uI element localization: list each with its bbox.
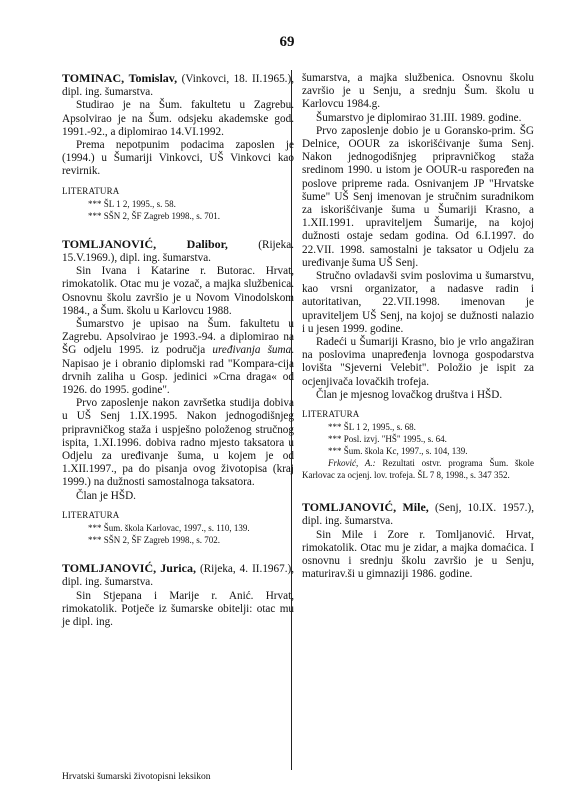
literature-heading: LITERATURA — [62, 509, 120, 520]
literature-item — [302, 457, 534, 481]
entry-paragraph: Radeći u Šumariji Krasno, bio je vrlo angažiran na poslovima unapređenja lovnoga gospodarstva lovišta "Sjeverni Velebit". Položio je ispit za ocjenjivača lovačkih trofeja. — [302, 336, 534, 388]
literature-heading: LITERATURA — [302, 409, 360, 420]
entry-heading-rest: (Rijeka, 4. II.1967.), dipl. ing. šumarstva. — [62, 563, 295, 589]
entry-paragraph: Prvo zaposlenje nakon završetka studija dobiva u UŠ Senj 1.IX.1995. Nakon jednogodišnjeg pripravničkog staža i uspješno položenog stručnog ispita, 1.XI.1996. dobiva radno mjesto taksatora u Odjelu za uređivanje šuma, u kojem je od 1.XII.1997., pa do pisanja ovog životopisa (kraj 1999.) na dužnosti samostalnoga taksatora. — [62, 397, 294, 489]
literature-item: *** Šum. škola Kc, 1997., s. 104, 139. — [328, 446, 468, 457]
literature-item: *** ŠL 1 2, 1995., s. 68. — [328, 422, 416, 433]
entry-paragraph — [62, 318, 294, 397]
literature-author: Frković, A.: — [328, 458, 376, 469]
entry-heading-rest: (Senj, 10.IX. 1957.), dipl. ing. šumarstva. — [302, 502, 534, 528]
paragraph-emphasis: uređivanja šuma — [212, 344, 292, 357]
literature-heading: LITERATURA — [62, 185, 120, 196]
entry-paragraph: Prema nepotpunim podacima zaposlen je (1994.) u Šumariji Vinkovci, UŠ Vinkovci kao revirnik. — [62, 139, 294, 178]
entry-paragraph: Član je HŠD. — [76, 489, 136, 502]
entry-paragraph: Sin Mile i Zore r. Tomljanović. Hrvat, rimokatolik. Otac mu je zidar, a majka domaćica. I osnovnu i srednju školu završio je u Senju, maturirav.ši u gimnaziji 1986. godine. — [302, 528, 534, 581]
entry-name: TOMLJANOVIĆ, Dalibor, — [62, 236, 228, 251]
entry-heading — [62, 238, 294, 265]
entry-heading — [62, 562, 294, 589]
literature-item: *** Šum. škola Karlovac, 1997., s. 110, 139. — [88, 523, 250, 534]
entry-paragraph: Šumarstvo je diplomirao 31.III. 1989. godine. — [316, 111, 522, 124]
literature-item: *** SŠN 2, ŠF Zagreb 1998., s. 702. — [88, 535, 221, 546]
entry-heading — [302, 501, 534, 528]
entry-heading-rest: (Vinkovci, 18. II.1965.), dipl. ing. šumarstva. — [62, 73, 294, 99]
entry-paragraph: Studirao je na Šum. fakultetu u Zagrebu. Apsolvirao je na Šum. odsjeku akademske god. 1991.-92., a diplomirao 14.VI.1992. — [62, 99, 294, 138]
literature-item: *** SŠN 2, ŠF Zagreb 1998., s. 701. — [88, 210, 221, 221]
entry-paragraph: Stručno ovladavši svim poslovima u šumarstvu, kao vrsni organizator, a nadasve radin i autoritativan, 22.VII.1998. imenovan je upraviteljem UŠ Senj, na kojoj se dužnosti nalazio i u jesen 1999. godine. — [302, 270, 534, 335]
entry-name: TOMLJANOVIĆ, Mile, — [302, 500, 429, 515]
entry-name: TOMLJANOVIĆ, Jurica, — [62, 561, 196, 576]
page-number: 69 — [279, 34, 295, 50]
entry-paragraph: šumarstva, a majka službenica. Osnovnu školu završio je u Senju, a srednju Šum. školu u Karlovcu 1984.g. — [302, 72, 534, 111]
entry-tominac-tomislav — [62, 72, 294, 222]
entry-paragraph: Sin Ivana i Katarine r. Butorac. Hrvat, rimokatolik. Otac mu je vozač, a majka službenica. Osnovnu školu završio je u Novom Vinodolskom 1984., a Šum. školu u Karlovcu 1988. — [62, 265, 294, 317]
paragraph-text: . Napisao je i obranio diplomski rad "Kompara-cija drvnih zaliha u Gosp. jedinici »Crna draga« od 1926. do 1995. godine". — [62, 344, 294, 397]
entry-tomljanovic-jurica-continued — [302, 72, 534, 481]
entry-tomljanovic-mile — [302, 501, 534, 581]
entry-heading-rest: (Rijeka. 15.V.1969.), dipl. ing. šumarstva. — [62, 238, 294, 265]
literature-item: *** ŠL 1 2, 1995., s. 58. — [88, 198, 176, 209]
paragraph-text: Šumarstvo je upisao na Šum. fakultetu u Zagrebu. Apsolvirao je 1993.-94. a diplomirao na ŠG odjelu 1995. iz područja — [62, 318, 294, 357]
literature-text: Rezultati ostvr. programa Šum. škole Karlovac za ocjenj. lov. trofeja. ŠL 7 8, 1998., s. 347 352. — [302, 458, 534, 481]
right-column — [302, 72, 534, 582]
entry-paragraph: Sin Stjepana i Marije r. Anić. Hrvat, rimokatolik. Potječe iz šumarske obitelji: otac mu je dipl. ing. — [62, 589, 294, 628]
entry-tomljanovic-dalibor — [62, 238, 294, 546]
entry-name: TOMINAC, Tomislav, — [62, 71, 178, 85]
entry-heading — [62, 72, 294, 99]
entry-paragraph: Član je mjesnog lovačkog društva i HŠD. — [316, 388, 503, 401]
page-footer: Hrvatski šumarski životopisni leksikon — [62, 772, 211, 782]
left-column — [62, 72, 294, 629]
entry-tomljanovic-jurica — [62, 562, 294, 629]
entry-paragraph: Prvo zaposlenje dobio je u Goransko-prim. ŠG Delnice, OOUR za iskorišćivanje šuma Senj. Nakon jednogodišnjeg pripravničkog staža sredinom 1990. u istom je OOUR-u raspoređen na poslove pripreme rada. Osnivanjem JP "Hrvatske šume" UŠ Senj imenovan je stručnim suradnikom za iskorišćivanje šuma u Šumariji Krasno, a 1.XII.1991. upraviteljem Šumarije, na kojoj dužnosti ostaje sedam godina. Od 6.I.1997. do 22.VII. 1998. samostalni je taksator u Odjelu za uređivanje šuma UŠ Senj. — [302, 124, 534, 269]
literature-item: *** Posl. izvj. "HŠ" 1995., s. 64. — [328, 434, 447, 445]
